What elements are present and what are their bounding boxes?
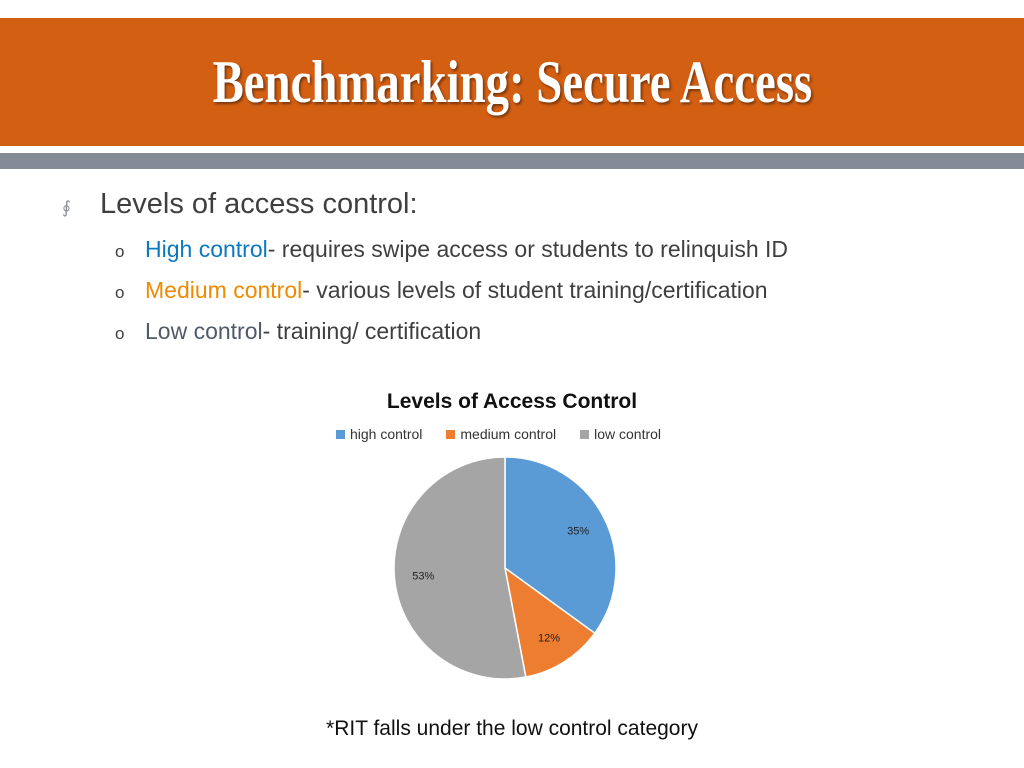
medium-control-label: Medium control — [145, 277, 303, 303]
low-control-desc: - training/ certification — [262, 318, 482, 344]
legend-label-medium-control: medium control — [460, 426, 557, 442]
bullet-medium-control — [115, 277, 768, 304]
legend-item-medium-control — [446, 426, 556, 442]
bullet-low-control — [115, 318, 481, 345]
legend-label-high-control: high control — [350, 426, 423, 442]
circle-bullet-icon: o — [115, 283, 125, 302]
circle-bullet-icon: o — [115, 324, 125, 343]
pie-label-low-control: 53% — [412, 570, 435, 583]
bullet-high-control — [115, 236, 788, 263]
bullet-level1 — [62, 188, 418, 221]
medium-control-desc: - various levels of student training/certification — [302, 277, 768, 303]
circle-bullet-icon: o — [115, 242, 125, 261]
pie-label-medium-control: 12% — [537, 632, 561, 645]
legend-swatch-high-control — [336, 430, 345, 439]
divider-band — [0, 153, 1024, 169]
legend-label-low-control: low control — [594, 426, 662, 442]
legend-item-high-control — [336, 426, 422, 442]
footnote: *RIT falls under the low control category — [326, 717, 698, 740]
chart-title: Levels of Access Control — [386, 390, 638, 413]
legend-swatch-medium-control — [446, 430, 455, 439]
legend-swatch-low-control — [580, 430, 589, 439]
bullet-level1-text: Levels of access control: — [100, 188, 418, 220]
low-control-label: Low control — [145, 318, 263, 344]
title-underline — [0, 146, 1024, 150]
pie-chart — [380, 445, 630, 695]
loop-icon: ∮ — [62, 198, 71, 218]
legend-item-low-control — [580, 426, 661, 442]
high-control-label: High control — [145, 236, 268, 262]
title-band — [0, 18, 1024, 146]
pie-label-high-control: 35% — [567, 525, 590, 538]
slide-title: Benchmarking: Secure Access — [212, 48, 812, 115]
high-control-desc: - requires swipe access or students to relinquish ID — [267, 236, 789, 262]
chart-legend — [336, 426, 661, 442]
